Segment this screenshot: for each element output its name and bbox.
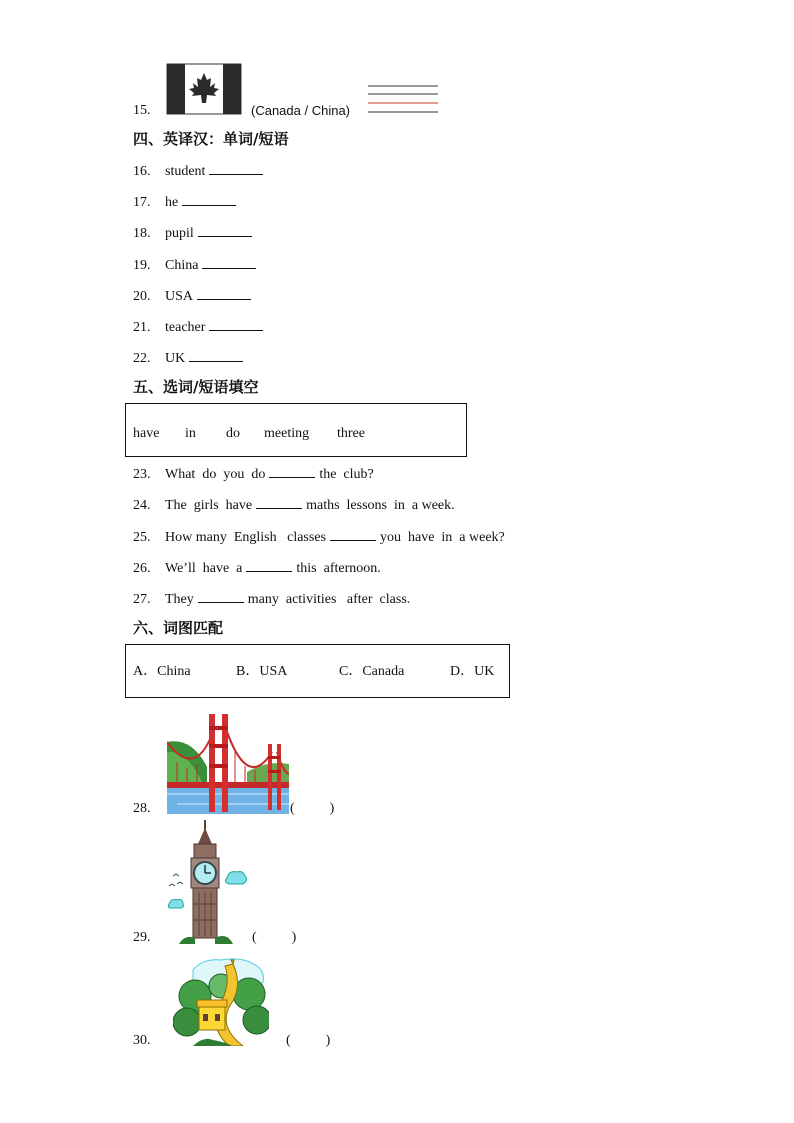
list-item: 25. How many English classes you have in a week? (133, 526, 505, 546)
list-item: 17. he (133, 191, 240, 211)
answer-parentheses[interactable]: ( ) (252, 930, 297, 945)
list-item: 23. What do you do the club? (133, 463, 374, 483)
list-item: 16. student (133, 160, 267, 180)
question-29: 29. (133, 930, 151, 945)
answer-blank[interactable] (197, 285, 251, 300)
list-item: 26. We’ll have a this afternoon. (133, 557, 381, 577)
answer-blank[interactable] (256, 494, 302, 509)
answer-blank[interactable] (269, 463, 315, 478)
word-bank-item: do (226, 426, 240, 441)
list-item: 18. pupil (133, 222, 256, 242)
word-bank (125, 403, 467, 457)
question-15-options: (Canada / China) (251, 103, 350, 118)
option-d: D．UK (450, 664, 495, 679)
great-wall-icon (173, 956, 269, 1046)
answer-parentheses[interactable]: ( ) (286, 1033, 331, 1048)
answer-blank[interactable] (189, 347, 243, 362)
option-a: A．China (133, 664, 191, 679)
question-15 (133, 101, 165, 121)
section-6-title: 六、词图匹配 (133, 619, 224, 637)
list-item: 24. The girls have maths lessons in a week. (133, 494, 455, 514)
section-5-title: 五、选词/短语填空 (133, 378, 259, 396)
golden-gate-bridge-icon (167, 712, 289, 814)
question-30: 30. (133, 1033, 151, 1048)
list-item: 22. UK (133, 347, 247, 367)
list-item: 19. China (133, 254, 260, 274)
word-bank-item: meeting (264, 426, 310, 441)
section-4-title: 四、英译汉：单词/短语 (133, 130, 289, 148)
list-item: 21. teacher (133, 316, 267, 336)
answer-blank[interactable] (182, 191, 236, 206)
answer-blank[interactable] (209, 316, 263, 331)
option-b: B．USA (236, 664, 288, 679)
word-bank-item: in (185, 426, 196, 441)
answer-parentheses[interactable]: ( ) (290, 801, 335, 816)
word-bank-item: have (133, 426, 160, 441)
canada-flag-image (166, 63, 242, 115)
writing-lines (368, 84, 438, 114)
question-28: 28. (133, 801, 151, 816)
answer-blank[interactable] (202, 254, 256, 269)
answer-blank[interactable] (198, 588, 244, 603)
answer-blank[interactable] (198, 222, 252, 237)
answer-blank[interactable] (330, 526, 376, 541)
list-item: 27. They many activities after class. (133, 588, 410, 608)
answer-blank[interactable] (209, 160, 263, 175)
option-c: C．Canada (339, 664, 405, 679)
question-number: 15. (133, 103, 151, 118)
word-bank-item: three (337, 426, 365, 441)
answer-blank[interactable] (246, 557, 292, 572)
list-item: 20. USA (133, 285, 255, 305)
options-box (125, 644, 510, 698)
big-ben-icon (165, 820, 249, 944)
